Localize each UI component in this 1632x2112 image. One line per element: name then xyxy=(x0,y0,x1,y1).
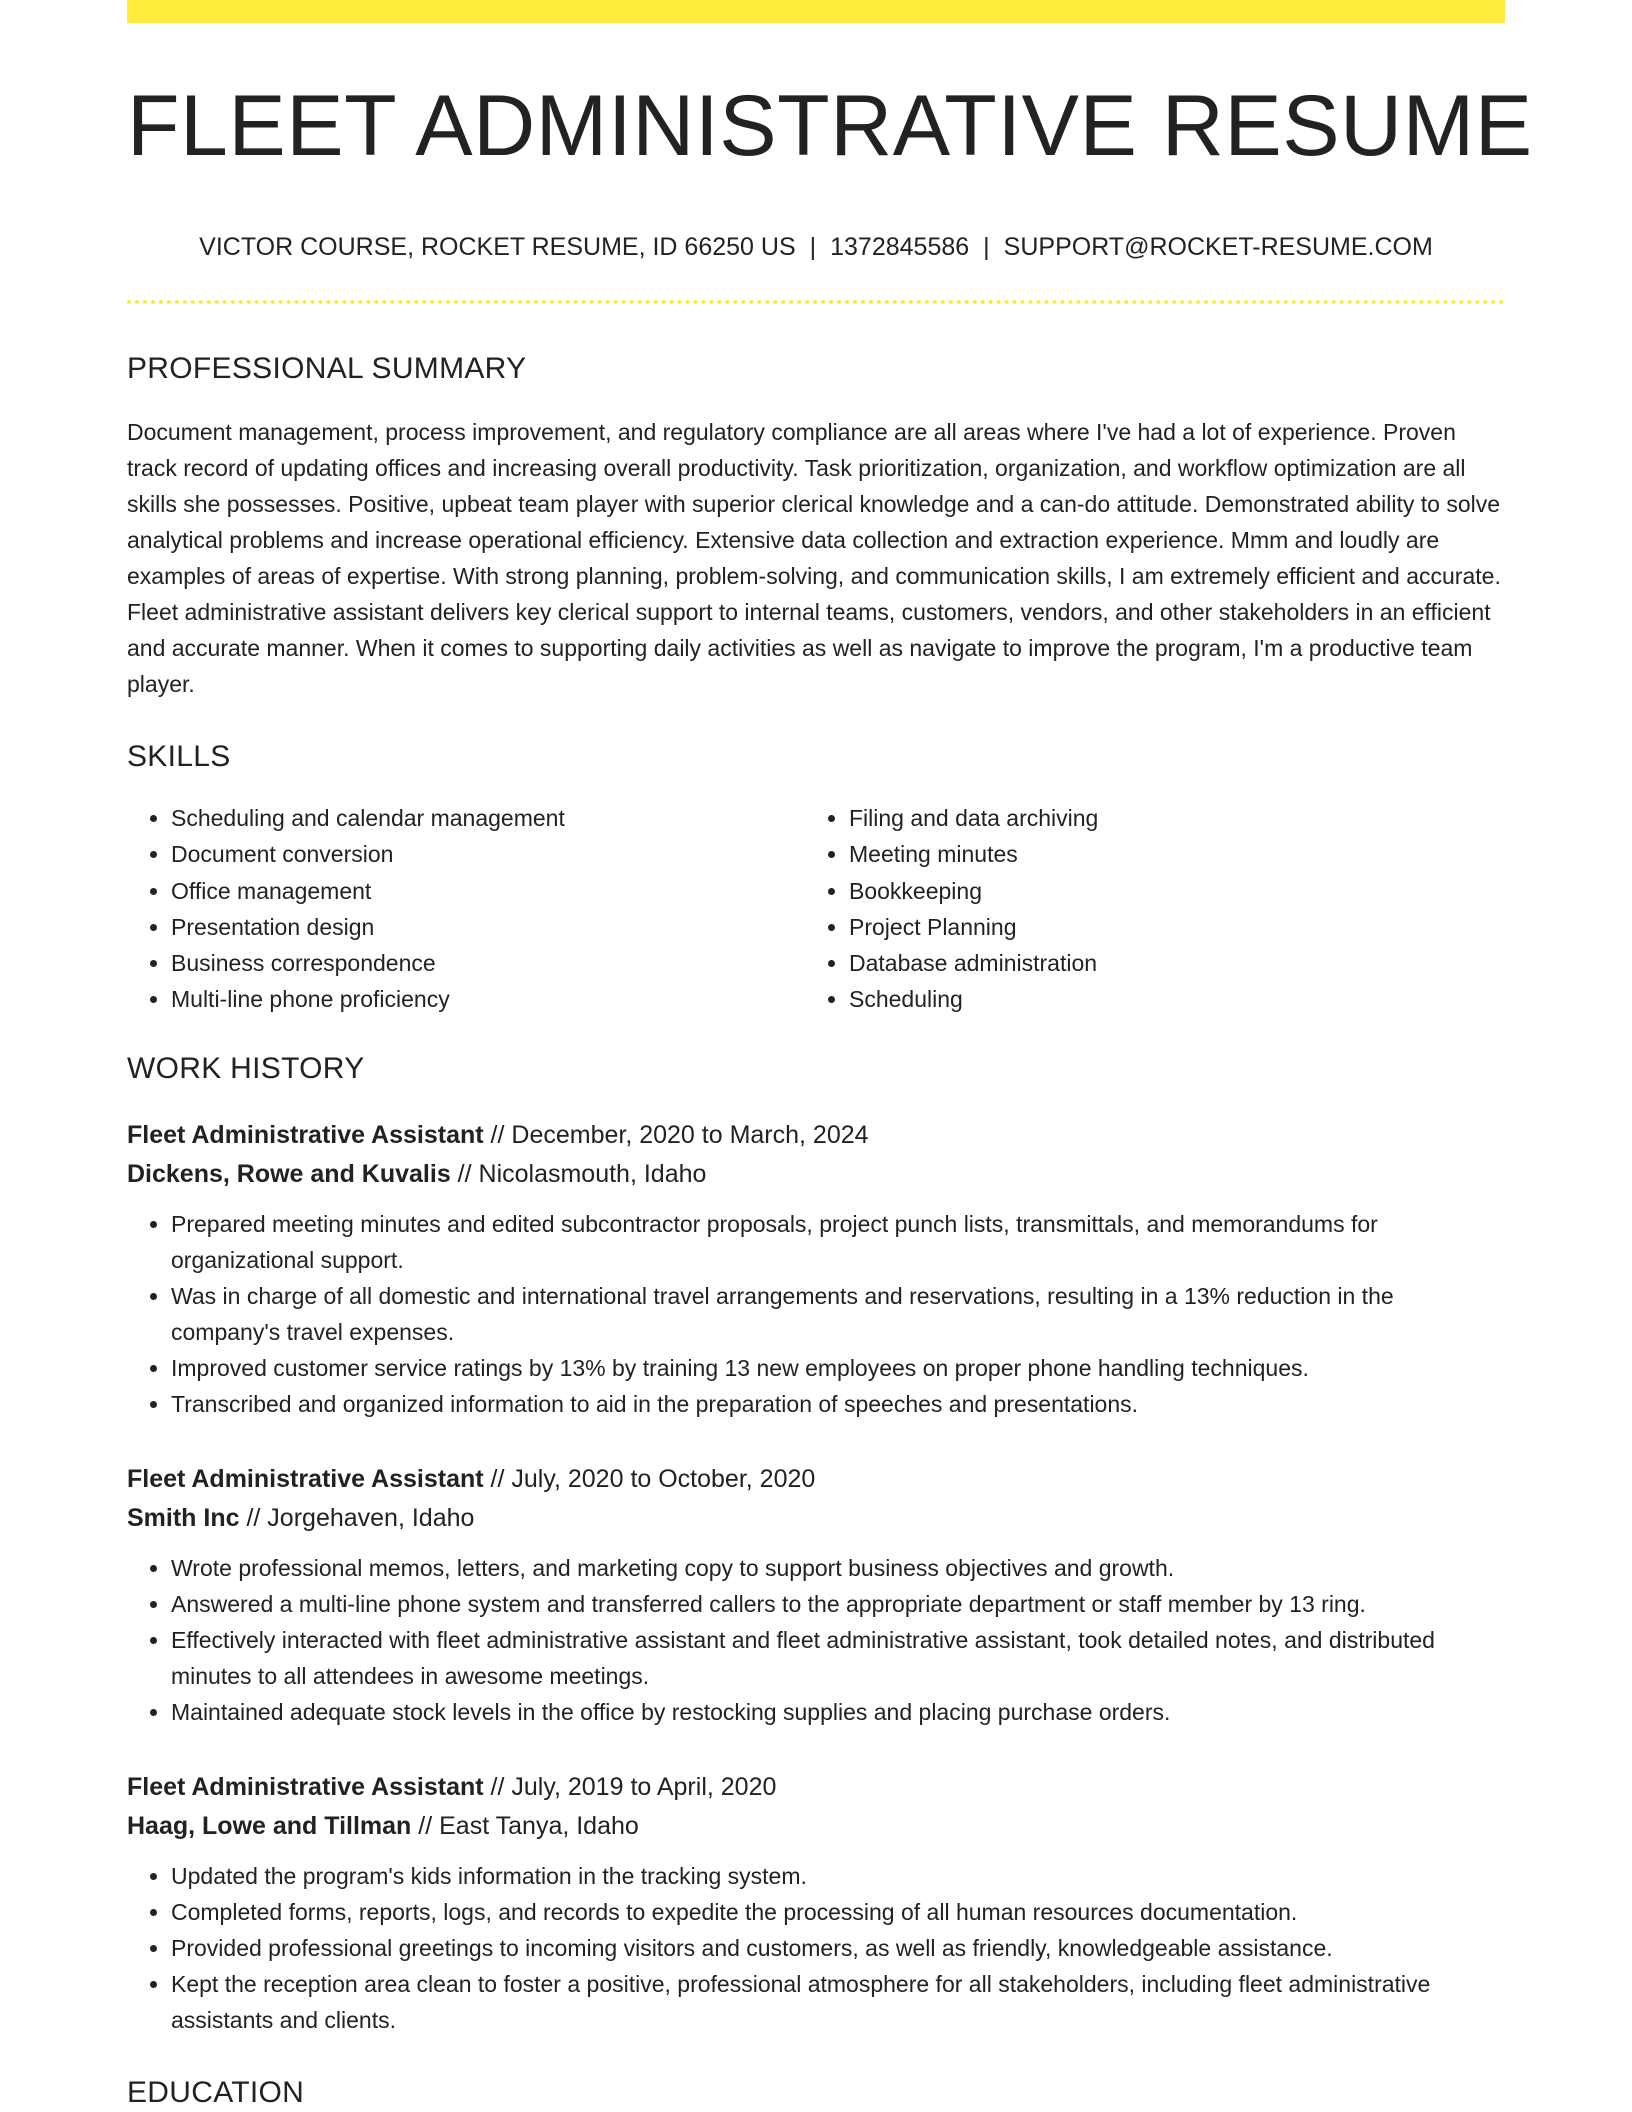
skill-item: • Office management xyxy=(171,873,805,909)
skill-item: • Database administration xyxy=(849,945,1098,981)
skills-section xyxy=(127,742,1505,1018)
skill-item: • Bookkeeping xyxy=(849,873,1098,909)
skill-item: • Project Planning xyxy=(849,909,1098,945)
job-company: Haag, Lowe and Tillman xyxy=(127,1811,412,1840)
job-bullet: • Prepared meeting minutes and edited subcontractor proposals, project punch lists, transmittals, and memorandums for organizational support. xyxy=(171,1206,1505,1278)
skill-item: • Scheduling xyxy=(849,981,1098,1017)
job-location: // East Tanya, Idaho xyxy=(418,1811,639,1840)
job-bullet: • Provided professional greetings to incoming visitors and customers, as well as friendly, knowledgeable assistance. xyxy=(171,1930,1505,1966)
summary-section xyxy=(127,354,1505,702)
job-bullet: • Wrote professional memos, letters, and marketing copy to support business objectives and growth. xyxy=(171,1550,1505,1586)
job-location: // Nicolasmouth, Idaho xyxy=(457,1159,707,1188)
work-history-section xyxy=(127,1051,1505,2038)
job-bullet: • Maintained adequate stock levels in the office by restocking supplies and placing purchase orders. xyxy=(171,1694,1505,1730)
job-entry xyxy=(127,1116,1505,1422)
skills-list-left xyxy=(127,800,805,1018)
job-company-line xyxy=(127,1499,1505,1538)
education-section xyxy=(127,2075,1505,2109)
skills-columns xyxy=(127,800,1505,1018)
summary-heading: PROFESSIONAL SUMMARY xyxy=(127,352,527,385)
contact-address: VICTOR COURSE, ROCKET RESUME, ID 66250 US xyxy=(199,233,796,261)
job-bullet: • Kept the reception area clean to foster a positive, professional atmosphere for all stakeholders, including fleet administrative assistants and clients. xyxy=(171,1966,1505,2038)
job-title-line xyxy=(127,1116,1505,1155)
contact-phone: 1372845586 xyxy=(830,233,970,261)
skills-list-right xyxy=(805,800,1098,1018)
job-bullets xyxy=(127,1858,1505,2038)
job-bullet: • Answered a multi-line phone system and transferred callers to the appropriate department or staff member by 13 ring. xyxy=(171,1586,1505,1622)
job-title: Fleet Administrative Assistant xyxy=(127,1772,484,1801)
job-dates: // July, 2020 to October, 2020 xyxy=(490,1464,816,1493)
job-bullet: • Was in charge of all domestic and international travel arrangements and reservations, resulting in a 13% reduction in the company's travel expenses. xyxy=(171,1278,1505,1350)
work-history-heading: WORK HISTORY xyxy=(127,1051,365,1085)
contact-line xyxy=(127,235,1505,260)
job-title-line xyxy=(127,1768,1505,1807)
job-company-line xyxy=(127,1155,1505,1194)
skill-item: • Document conversion xyxy=(171,836,805,872)
job-bullet: • Improved customer service ratings by 13% by training 13 new employees on proper phone handling techniques. xyxy=(171,1350,1505,1386)
skill-item: • Scheduling and calendar management xyxy=(171,800,805,836)
job-dates: // July, 2019 to April, 2020 xyxy=(490,1772,777,1801)
job-bullet: • Updated the program's kids information in the tracking system. xyxy=(171,1858,1505,1894)
skill-item: • Meeting minutes xyxy=(849,836,1098,872)
resume-title: FLEET ADMINISTRATIVE RESUME xyxy=(127,78,1533,174)
skill-item: • Business correspondence xyxy=(171,945,805,981)
header-divider xyxy=(127,300,1505,304)
job-title-line xyxy=(127,1460,1505,1499)
job-title: Fleet Administrative Assistant xyxy=(127,1120,484,1149)
job-bullet: • Completed forms, reports, logs, and records to expedite the processing of all human resources documentation. xyxy=(171,1894,1505,1930)
job-entry xyxy=(127,1768,1505,2038)
education-heading: EDUCATION xyxy=(127,2075,305,2109)
job-company: Dickens, Rowe and Kuvalis xyxy=(127,1159,451,1188)
top-accent-bar xyxy=(127,0,1505,23)
job-bullets xyxy=(127,1206,1505,1422)
contact-separator: | xyxy=(983,233,990,261)
resume-page xyxy=(127,0,1533,2109)
job-company-line xyxy=(127,1807,1505,1846)
job-location: // Jorgehaven, Idaho xyxy=(246,1503,475,1532)
contact-separator: | xyxy=(809,233,817,261)
skill-item: • Filing and data archiving xyxy=(849,800,1098,836)
job-company: Smith Inc xyxy=(127,1503,240,1532)
contact-email[interactable]: SUPPORT@ROCKET-RESUME.COM xyxy=(1003,233,1433,261)
summary-text: Document management, process improvement, and regulatory compliance are all areas where I've had a lot of experience. Proven track record of updating offices and increasing overall productivity. Task prioritization, organization, and workflow optimization are all skills she possesses. Positive, upbeat team player with superior clerical knowledge and a can-do attitude. Demonstrated ability to solve analytical problems and increase operational efficiency. Extensive data collection and extraction experience. Mmm and loudly are examples of areas of expertise. With strong planning, problem-solving, and communication skills, I am extremely efficient and accurate. Fleet administrative assistant delivers key clerical support to internal teams, customers, vendors, and other stakeholders in an efficient and accurate manner. When it comes to supporting daily activities as well as navigate to improve the program, I'm a productive team player. xyxy=(127,419,1501,697)
skill-item: • Multi-line phone proficiency xyxy=(171,981,805,1017)
job-bullets xyxy=(127,1550,1505,1730)
job-title: Fleet Administrative Assistant xyxy=(127,1464,484,1493)
skills-heading: SKILLS xyxy=(127,740,231,773)
skill-item: • Presentation design xyxy=(171,909,805,945)
job-dates: // December, 2020 to March, 2024 xyxy=(490,1120,869,1149)
job-bullet: • Effectively interacted with fleet administrative assistant and fleet administrative assistant, took detailed notes, and distributed minutes to all attendees in awesome meetings. xyxy=(171,1622,1505,1694)
job-bullet: • Transcribed and organized information to aid in the preparation of speeches and presentations. xyxy=(171,1386,1505,1422)
job-entry xyxy=(127,1460,1505,1730)
